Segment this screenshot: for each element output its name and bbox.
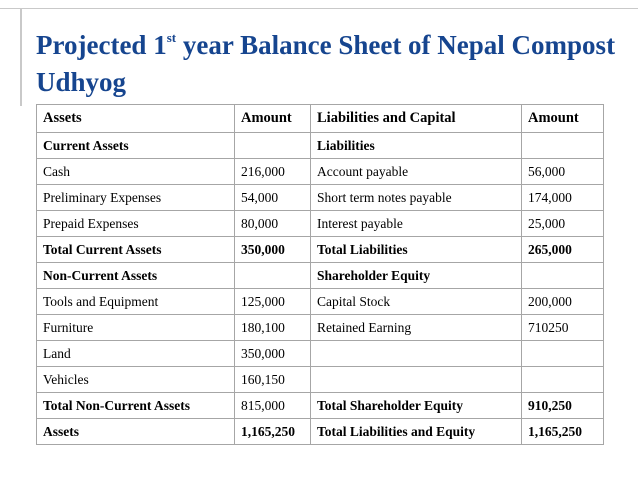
title-prefix: Projected 1 [36,30,167,60]
table-row [37,133,604,159]
title-superscript: st [166,30,177,45]
asset-name-cell: Current Assets [37,133,235,159]
asset-amount-cell: 54,000 [235,185,311,211]
liability-amount-cell [522,263,604,289]
asset-name-cell: Tools and Equipment [37,289,235,315]
table-body [37,133,604,445]
asset-amount-cell [235,263,311,289]
table-row [37,185,604,211]
table-row [37,263,604,289]
asset-name-cell: Assets [37,419,235,445]
liability-amount-cell [522,341,604,367]
asset-name-cell: Vehicles [37,367,235,393]
balance-sheet-table [36,104,604,445]
liability-name-cell: Capital Stock [311,289,522,315]
asset-name-cell: Non-Current Assets [37,263,235,289]
header-assets: Assets [37,105,235,133]
table-row [37,237,604,263]
asset-amount-cell: 815,000 [235,393,311,419]
liability-amount-cell: 910,250 [522,393,604,419]
asset-amount-cell: 125,000 [235,289,311,315]
asset-name-cell: Furniture [37,315,235,341]
liability-name-cell [311,341,522,367]
asset-amount-cell: 1,165,250 [235,419,311,445]
liability-amount-cell: 25,000 [522,211,604,237]
liability-name-cell: Total Shareholder Equity [311,393,522,419]
asset-amount-cell: 216,000 [235,159,311,185]
left-accent-line [20,8,22,106]
asset-name-cell: Total Non-Current Assets [37,393,235,419]
liability-name-cell: Short term notes payable [311,185,522,211]
table-row [37,419,604,445]
liability-name-cell: Total Liabilities and Equity [311,419,522,445]
liability-name-cell: Account payable [311,159,522,185]
header-liabilities-amount: Amount [522,105,604,133]
liability-name-cell: Shareholder Equity [311,263,522,289]
table-row [37,289,604,315]
liability-amount-cell: 1,165,250 [522,419,604,445]
asset-name-cell: Land [37,341,235,367]
asset-amount-cell: 160,150 [235,367,311,393]
slide-title [36,27,616,101]
liability-amount-cell: 200,000 [522,289,604,315]
table-row [37,159,604,185]
table-row [37,211,604,237]
liability-amount-cell: 174,000 [522,185,604,211]
liability-name-cell: Total Liabilities [311,237,522,263]
liability-name-cell: Liabilities [311,133,522,159]
table-row [37,315,604,341]
table-row [37,341,604,367]
liability-amount-cell: 265,000 [522,237,604,263]
title-suffix: year Balance Sheet of Nepal Compost Udhyog [36,30,616,97]
asset-name-cell: Cash [37,159,235,185]
asset-amount-cell [235,133,311,159]
top-rule [0,8,638,9]
liability-amount-cell: 56,000 [522,159,604,185]
table-row [37,393,604,419]
liability-amount-cell: 710250 [522,315,604,341]
header-liabilities-capital: Liabilities and Capital [311,105,522,133]
asset-amount-cell: 80,000 [235,211,311,237]
asset-name-cell: Preliminary Expenses [37,185,235,211]
liability-name-cell [311,367,522,393]
asset-amount-cell: 350,000 [235,341,311,367]
table-header-row [37,105,604,133]
asset-name-cell: Total Current Assets [37,237,235,263]
liability-name-cell: Retained Earning [311,315,522,341]
liability-name-cell: Interest payable [311,211,522,237]
table-row [37,367,604,393]
asset-amount-cell: 180,100 [235,315,311,341]
header-assets-amount: Amount [235,105,311,133]
liability-amount-cell [522,367,604,393]
liability-amount-cell [522,133,604,159]
asset-name-cell: Prepaid Expenses [37,211,235,237]
asset-amount-cell: 350,000 [235,237,311,263]
